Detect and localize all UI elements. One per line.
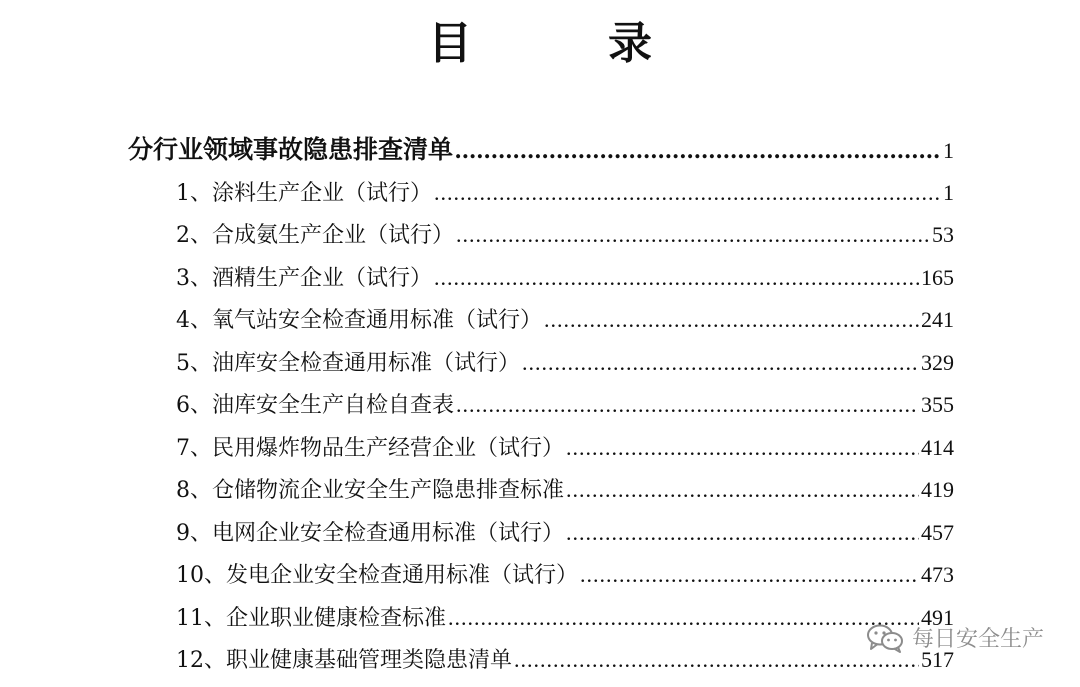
toc-item-number: 11、 xyxy=(176,606,226,631)
toc-item-label: 发电企业安全检查通用标准（试行） xyxy=(226,563,579,588)
toc-item-number: 8、 xyxy=(176,478,212,503)
toc-item-1[interactable] xyxy=(176,176,954,210)
toc-item-2[interactable] xyxy=(176,218,954,252)
toc-item-number: 12、 xyxy=(176,648,226,673)
toc-leader-dots xyxy=(448,605,919,631)
toc-item-number: 3、 xyxy=(176,266,212,291)
toc-leader-dots xyxy=(455,137,941,165)
toc-leader-dots xyxy=(434,180,941,206)
toc-item-number: 5、 xyxy=(176,351,212,376)
toc-item-page: 457 xyxy=(921,520,954,545)
toc-item-6[interactable] xyxy=(176,388,954,422)
wechat-icon xyxy=(866,623,904,653)
toc-item-4[interactable] xyxy=(176,303,954,337)
toc-title: 目 录 xyxy=(428,18,698,69)
toc-item-9[interactable] xyxy=(176,516,954,550)
toc-leader-dots xyxy=(580,562,919,588)
toc-item-number: 2、 xyxy=(176,223,212,248)
toc-item-label: 电网企业安全检查通用标准（试行） xyxy=(212,521,565,546)
toc-item-page: 517 xyxy=(921,647,954,672)
toc-item-page: 491 xyxy=(921,605,954,630)
toc-section-row[interactable] xyxy=(128,130,954,166)
toc-item-5[interactable] xyxy=(176,346,954,380)
toc-item-7[interactable] xyxy=(176,431,954,465)
toc-item-page: 165 xyxy=(921,265,954,290)
toc-item-11[interactable] xyxy=(176,601,954,635)
watermark xyxy=(866,622,1044,653)
toc-item-label: 合成氨生产企业（试行） xyxy=(212,223,455,248)
toc-item-10[interactable] xyxy=(176,558,954,592)
toc-item-label: 职业健康基础管理类隐患清单 xyxy=(226,648,513,673)
toc-item-number: 10、 xyxy=(176,563,226,588)
toc-item-number: 4、 xyxy=(176,308,212,333)
toc-leader-dots xyxy=(514,647,919,673)
toc-item-3[interactable] xyxy=(176,261,954,295)
toc-leader-dots xyxy=(456,392,919,418)
toc-section-page: 1 xyxy=(943,138,954,163)
watermark-text: 每日安全生产 xyxy=(911,627,1044,652)
toc-leader-dots xyxy=(566,435,919,461)
toc-leader-dots xyxy=(544,307,919,333)
toc-section-label: 分行业领域事故隐患排查清单 xyxy=(128,135,454,164)
toc-leader-dots xyxy=(522,350,919,376)
toc-item-12[interactable] xyxy=(176,643,954,677)
toc-item-label: 企业职业健康检查标准 xyxy=(226,606,447,631)
toc-item-page: 241 xyxy=(921,307,954,332)
toc-item-page: 414 xyxy=(921,435,954,460)
toc-item-page: 419 xyxy=(921,477,954,502)
toc-item-number: 6、 xyxy=(176,393,212,418)
toc-item-label: 涂料生产企业（试行） xyxy=(212,181,433,206)
toc-item-number: 1、 xyxy=(176,181,212,206)
toc-item-label: 油库安全生产自检自查表 xyxy=(212,393,455,418)
toc-item-label: 油库安全检查通用标准（试行） xyxy=(212,351,521,376)
toc-item-page: 53 xyxy=(932,222,954,247)
toc-leader-dots xyxy=(566,477,919,503)
toc-item-label: 酒精生产企业（试行） xyxy=(212,266,433,291)
toc-item-label: 民用爆炸物品生产经营企业（试行） xyxy=(212,436,565,461)
toc-item-label: 仓储物流企业安全生产隐患排查标准 xyxy=(212,478,565,503)
toc-item-page: 329 xyxy=(921,350,954,375)
toc-leader-dots xyxy=(434,265,919,291)
toc-leader-dots xyxy=(456,222,930,248)
toc-item-page: 1 xyxy=(943,180,954,205)
toc-item-number: 7、 xyxy=(176,436,212,461)
toc-item-page: 355 xyxy=(921,392,954,417)
toc-item-label: 氧气站安全检查通用标准（试行） xyxy=(212,308,543,333)
toc-leader-dots xyxy=(566,520,919,546)
toc-item-number: 9、 xyxy=(176,521,212,546)
toc-item-page: 473 xyxy=(921,562,954,587)
toc-item-8[interactable] xyxy=(176,473,954,507)
